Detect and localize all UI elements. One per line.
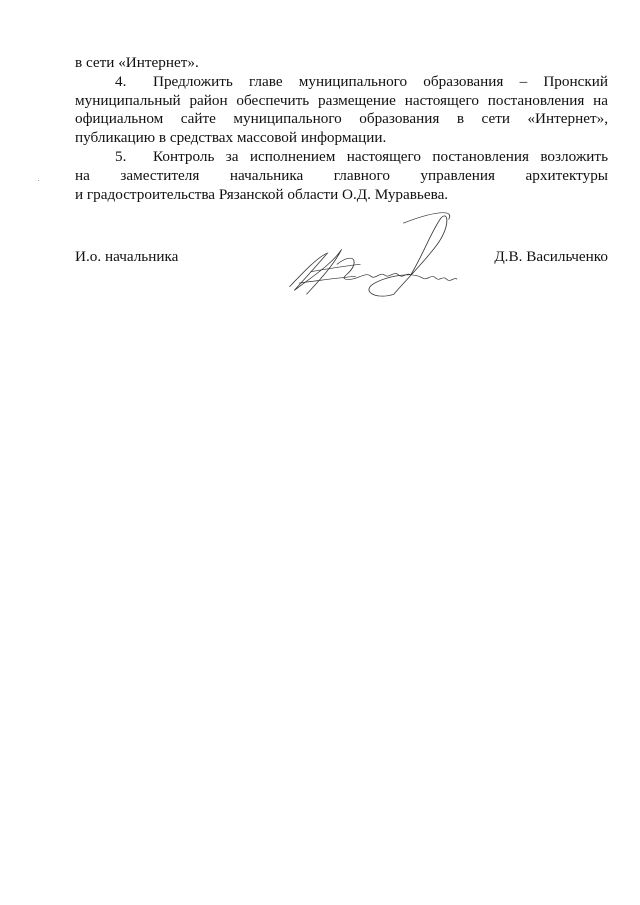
document-body: [75, 54, 608, 204]
item-4-rest: муниципальный район обеспечить размещение настоящего постановления на официальном сайте муниципального образования в сети «Интернет», публикацию в средствах массовой информации.: [75, 91, 608, 147]
item-4-number: 4.: [115, 72, 127, 90]
signatory-position: И.о. начальника: [75, 248, 179, 265]
item-4-first-text: Предложить главе муниципального образования – Пронский: [153, 72, 608, 90]
scan-speck: [38, 180, 39, 181]
item-4-first-line: [75, 73, 608, 92]
continuation-line: в сети «Интернет».: [75, 54, 199, 71]
item-5-second-line: на заместителя начальника главного управления архитектуры: [75, 166, 608, 184]
handwritten-signature: [280, 212, 460, 298]
item-5-rest: и градостроительства Рязанской области О.Д. Муравьева.: [75, 185, 449, 203]
item-5-first-text: Контроль за исполнением настоящего постановления возложить: [153, 147, 608, 165]
signatory-name: Д.В. Васильченко: [494, 248, 608, 265]
item-5-number: 5.: [115, 147, 127, 165]
item-5-first-line: [75, 148, 608, 167]
